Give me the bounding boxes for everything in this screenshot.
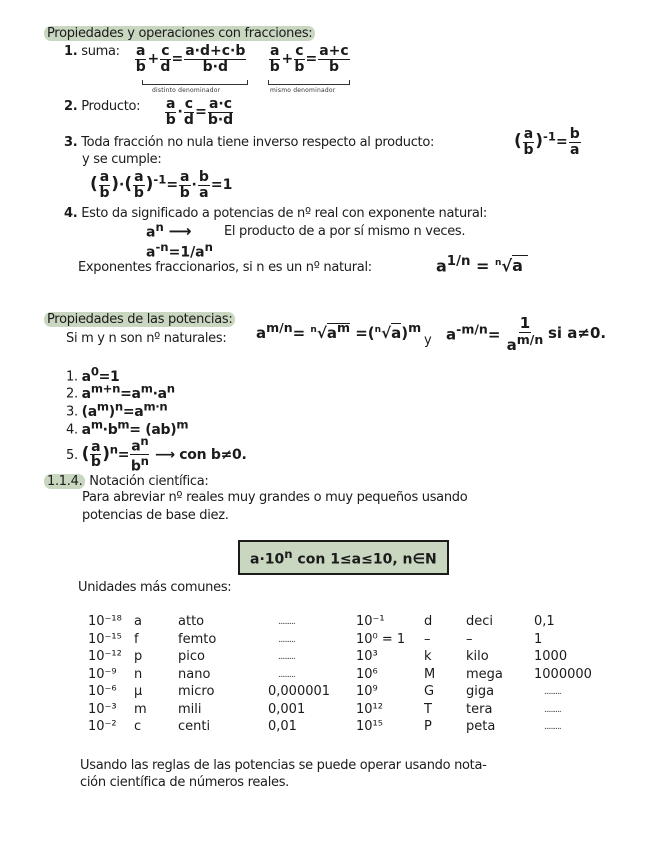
unit-name-left: femto: [178, 631, 217, 647]
powers-and: y: [424, 333, 432, 348]
unit-value-right: 1000000: [534, 666, 592, 682]
unit-power-left: 10⁻⁹: [88, 666, 117, 682]
unit-value-left: .........: [278, 634, 295, 645]
unit-value-right: .........: [544, 704, 561, 715]
scientific-notation-box: $a\cdot 10^n$ con 1≤a≤10, n∈N: [238, 540, 449, 575]
unit-power-right: 10¹²: [356, 701, 383, 717]
unit-name-right: peta: [466, 719, 496, 734]
brace-different: [142, 80, 248, 85]
unit-value-left: .........: [278, 669, 295, 680]
unit-name-right: mega: [466, 666, 503, 682]
unit-power-left: 10⁻²: [88, 719, 117, 734]
item-product: 2. Producto:: [64, 99, 141, 114]
unit-symbol-left: a: [134, 614, 142, 629]
unit-value-left: .........: [278, 652, 295, 662]
unit-name-right: tera: [466, 701, 493, 717]
power-rule-5: 5. ( $\frac{a}{b}$ )$^n$= $\frac{a^n}{b^n}$ ⟶ con b≠0.: [66, 434, 247, 475]
inverse-identity: ( $\frac{a}{b}$ )·( $\frac{a}{b}$ )$^{-1}$= $\frac{a}{b}$ · $\frac{b}{a}$ =1: [90, 169, 233, 201]
unit-power-left: 10⁻³: [88, 701, 117, 717]
negative-exponent-formula: $a^{-n}=1/a^n$: [146, 240, 213, 261]
product-formula: $\frac{a}{b}$ · $\frac{c}{d}$ = $\frac{a\cdot c}{b\cdot d}$: [165, 96, 234, 128]
unit-power-left: 10⁻⁶: [88, 684, 117, 699]
unit-symbol-right: k: [424, 649, 432, 664]
unit-name-left: nano: [178, 666, 211, 682]
unit-power-left: 10⁻¹⁸: [88, 614, 122, 629]
item-powers-meaning: 4. Esto da significado a potencias de nº real con exponente natural:: [64, 206, 487, 221]
unit-symbol-left: n: [134, 666, 143, 682]
inverse-formula: ( $\frac{a}{b}$ )$^{-1}$= $\frac{b}{a}$: [514, 126, 580, 158]
power-natural-formula: $a^n$ ⟶: [146, 220, 192, 241]
unit-name-left: pico: [178, 649, 205, 664]
unit-power-right: 10⁹: [356, 684, 378, 699]
note-same-denominator: mismo denominador: [270, 87, 336, 94]
item-sum: 1. suma:: [64, 44, 120, 59]
power-natural-text: El producto de a por sí mismo n veces.: [224, 224, 466, 239]
unit-power-right: 10⁻¹: [356, 614, 385, 629]
powers-intro: Si m y n son nº naturales:: [66, 331, 227, 346]
unit-value-right: .........: [544, 722, 561, 732]
heading-fractions: Propiedades y operaciones con fracciones:: [44, 26, 315, 41]
unit-symbol-right: T: [424, 701, 432, 717]
unit-symbol-left: c: [134, 719, 142, 734]
unit-value-left: .........: [278, 617, 295, 627]
unit-value-left: 0,01: [268, 719, 297, 734]
unit-value-left: 0,000001: [268, 684, 331, 699]
powers-negative-formula: $a^{-m/n}=$ $\frac{1}{a^{m/n}}$: [446, 314, 544, 354]
power-rule-2: 2. $a^{m+n}=a^m\cdot a^n$: [66, 381, 175, 402]
unit-name-left: centi: [178, 719, 211, 734]
unit-value-right: 1: [534, 631, 543, 647]
fractional-exponent-text: Exponentes fraccionarios, si n es un nº natural:: [78, 260, 372, 275]
unit-name-right: giga: [466, 684, 495, 699]
unit-value-right: .........: [544, 687, 561, 697]
unit-power-right: 10⁰ = 1: [356, 631, 406, 647]
unit-name-left: atto: [178, 614, 205, 629]
unit-name-left: mili: [178, 701, 202, 717]
heading-powers: Propiedades de las potencias:: [44, 312, 235, 327]
units-title: Unidades más comunes:: [78, 580, 232, 595]
unit-symbol-left: μ: [134, 684, 143, 699]
closing-text-2: ción científica de números reales.: [80, 775, 290, 790]
sci-description-2: potencias de base diez.: [82, 508, 229, 523]
unit-symbol-right: d: [424, 614, 433, 629]
unit-symbol-right: –: [424, 631, 431, 647]
unit-symbol-left: p: [134, 649, 143, 664]
brace-same: [268, 80, 350, 85]
inverse-continue: y se cumple:: [82, 152, 162, 167]
unit-power-right: 10⁶: [356, 666, 378, 682]
power-rule-1: 1. $a^0=1$: [66, 364, 120, 385]
sum-formula-same: $\frac{a}{b}$ + $\frac{c}{b}$ = $\frac{a+c}{b}$: [269, 43, 349, 75]
section-scientific-notation: 1.1.4. Notación científica:: [44, 474, 208, 489]
power-rule-4: 4. $a^m\cdot b^m= (ab)^m$: [66, 417, 189, 438]
unit-symbol-right: G: [424, 684, 435, 699]
note-different-denominator: distinto denominador: [152, 87, 221, 94]
unit-power-left: 10⁻¹⁵: [88, 631, 122, 647]
fractional-exponent-formula: $a^{1/n} = ^n√a$: [436, 254, 529, 276]
unit-power-left: 10⁻¹²: [88, 649, 122, 664]
unit-symbol-left: m: [134, 701, 147, 717]
powers-condition: si a≠0.: [548, 324, 607, 342]
powers-root-formula: $a^{m/n}= ^n√a^m =(^n√a)^m$: [256, 320, 422, 342]
unit-value-right: 0,1: [534, 614, 555, 629]
item-inverse: 3. Toda fracción no nula tiene inverso respecto al producto:: [64, 135, 435, 150]
unit-name-right: kilo: [466, 649, 489, 664]
power-rule-3: 3. $(a^m)^n=a^{m\cdot n}$: [66, 399, 168, 420]
unit-symbol-left: f: [134, 631, 139, 647]
unit-symbol-right: P: [424, 719, 432, 734]
sci-description-1: Para abreviar nº reales muy grandes o muy pequeños usando: [82, 490, 468, 505]
unit-symbol-right: M: [424, 666, 436, 682]
unit-name-left: micro: [178, 684, 215, 699]
unit-name-right: deci: [466, 614, 494, 629]
unit-power-right: 10³: [356, 649, 378, 664]
unit-value-right: 1000: [534, 649, 568, 664]
closing-text-1: Usando las reglas de las potencias se puede operar usando nota-: [80, 758, 487, 773]
sum-formula-different: $\frac{a}{b}$ + $\frac{c}{d}$ = $\frac{a\cdot d+c\cdot b}{b\cdot d}$: [135, 43, 246, 75]
unit-power-right: 10¹⁵: [356, 719, 383, 734]
unit-value-left: 0,001: [268, 701, 306, 717]
unit-name-right: –: [466, 631, 473, 647]
